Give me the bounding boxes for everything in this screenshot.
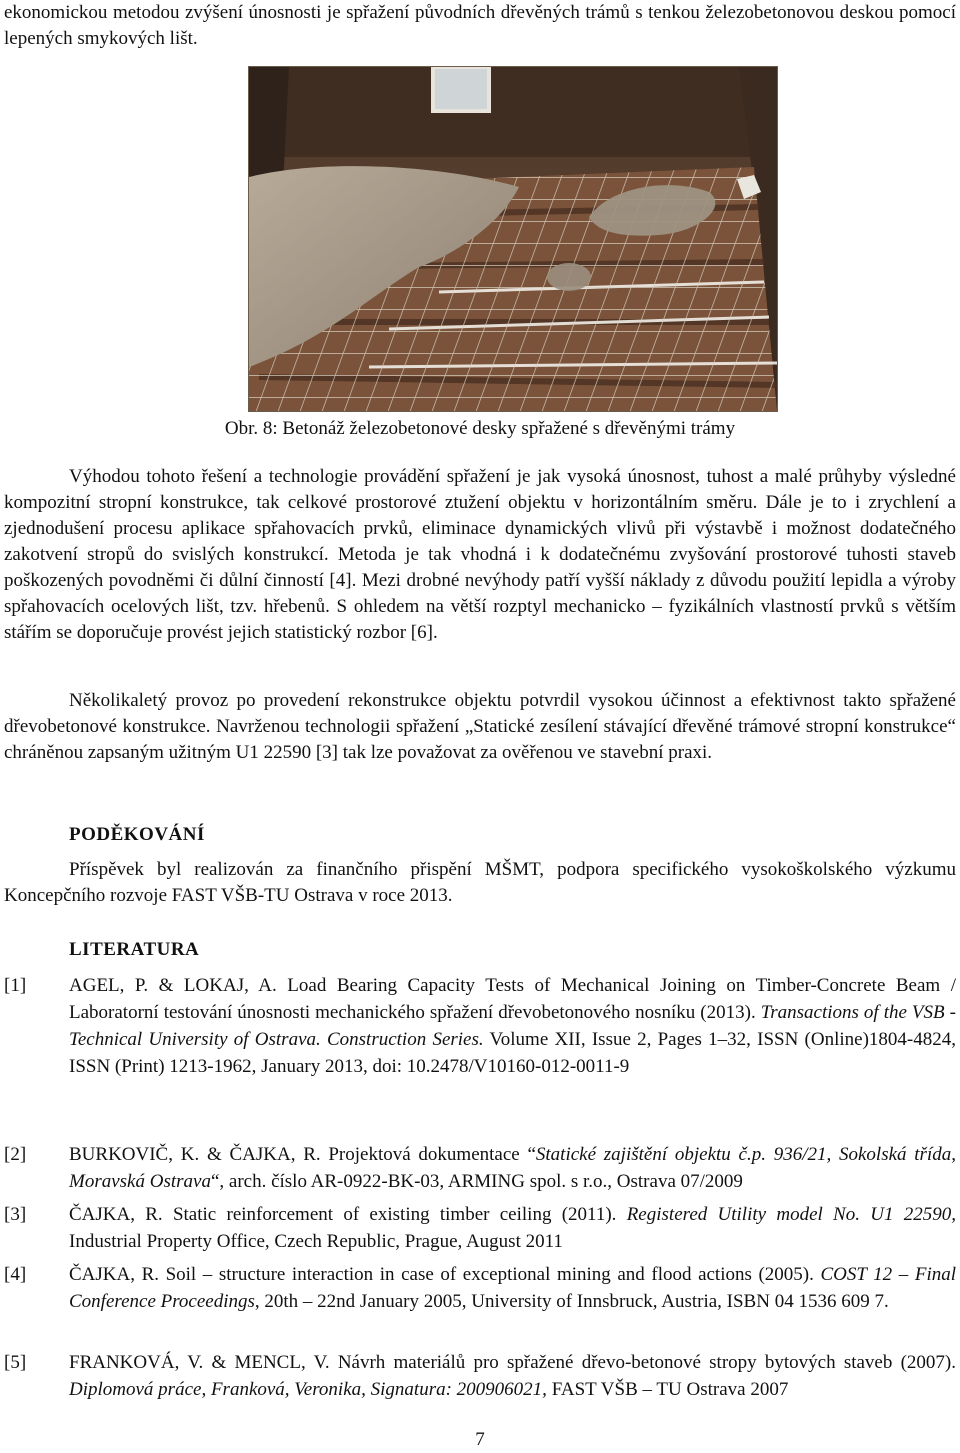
page-number: 7 <box>475 1429 485 1450</box>
reference-number: [1] <box>4 975 27 996</box>
body-paragraph-1: Výhodou tohoto řešení a technologie provádění spřažení je jak vysoká únosnost, tuhost a malé průhyby výsledné kompozitní stropní konstrukce, tak celkové prostorové ztužení objektu v horizontálním směru. Dále je to i zrychlení a zjednodušení procesu aplikace spřahovacích prvků, eliminace dynamických vlivů při výstavbě i možnost dodatečného zakotvení stropů do svislých konstrukcí. Metoda je tak vhodná i k dodatečnému zvyšování prostorové tuhosti staveb poškozených povodněmi či důlní činností [4]. Mezi drobné nevýhody patří vyšší náklady z důvodu použití lepidla a výroby spřahovacích ocelových lišt, tzv. hřebenů. S ohledem na větší rozptyl mechanicko – fyzikálních vlastností prvků s větším stářím se doporučuje provést jejich statistický rozbor [6]. <box>4 466 956 643</box>
figure-caption: Obr. 8: Betonáž železobetonové desky spřažené s dřevěnými trámy <box>224 418 736 439</box>
acknowledgement-heading: PODĚKOVÁNÍ <box>69 824 205 845</box>
reference-text: AGEL, P. & LOKAJ, A. Load Bearing Capacity Tests of Mechanical Joining on Timber-Concrete Beam / Laboratorní testování únosnosti mechanického spřažení dřevobetonového nosníku (2013). Transactions of the VSB - Technical University of Ostrava. Construction Series. Volume XII, Issue 2, Pages 1–32, ISSN (Online)1804-4824, ISSN (Print) 1213-1962, January 2013, doi: 10.2478/V10160-012-0011-9 <box>69 975 956 1077</box>
reference-text: FRANKOVÁ, V. & MENCL, V. Návrh materiálů pro spřažené dřevo-betonové stropy bytových staveb (2007). Diplomová práce, Franková, Veronika, Signatura: 200906021, FAST VŠB – TU Ostrava 2007 <box>69 1352 956 1400</box>
reference-text: ČAJKA, R. Static reinforcement of existing timber ceiling (2011). Registered Utility model No. U1 22590, Industrial Property Office, Czech Republic, Prague, August 2011 <box>69 1204 957 1252</box>
reference-number: [3] <box>4 1204 27 1225</box>
reference-number: [2] <box>4 1144 27 1165</box>
intro-paragraph: ekonomickou metodou zvýšení únosnosti je spřažení původních dřevěných trámů s tenkou železobetonovou deskou pomocí lepených smykových lišt. <box>4 2 956 49</box>
reference-number: [5] <box>4 1352 27 1373</box>
acknowledgement-text: Příspěvek byl realizován za finančního přispění MŠMT, podpora specifického vysokoškolského výzkumu Koncepčního rozvoje FAST VŠB-TU Ostrava v roce 2013. <box>4 859 956 906</box>
construction-photo <box>248 66 778 412</box>
body-paragraph-2: Několikaletý provoz po provedení rekonstrukce objektu potvrdil vysokou účinnost a efektivnost takto spřažené dřevobetonové konstrukce. Navrženou technologii spřažení „Statické zesílení stávající dřevěné trámové stropní konstrukce“ chráněnou zapsaným užitným U1 22590 [3] tak lze považovat za ověřenou ve stavební praxi. <box>4 690 956 763</box>
reference-text: BURKOVIČ, K. & ČAJKA, R. Projektová dokumentace “Statické zajištění objektu č.p. 936/21, Sokolská třída, Moravská Ostrava“, arch. číslo AR-0922-BK-03, ARMING spol. s r.o., Ostrava 07/2009 <box>69 1144 956 1192</box>
reference-text: ČAJKA, R. Soil – structure interaction in case of exceptional mining and flood actions (2005). COST 12 – Final Conference Proceedings, 20th – 22nd January 2005, University of Innsbruck, Austria, ISBN 04 1536 609 7. <box>69 1264 957 1312</box>
reference-number: [4] <box>4 1264 27 1285</box>
references-heading: LITERATURA <box>69 939 200 960</box>
